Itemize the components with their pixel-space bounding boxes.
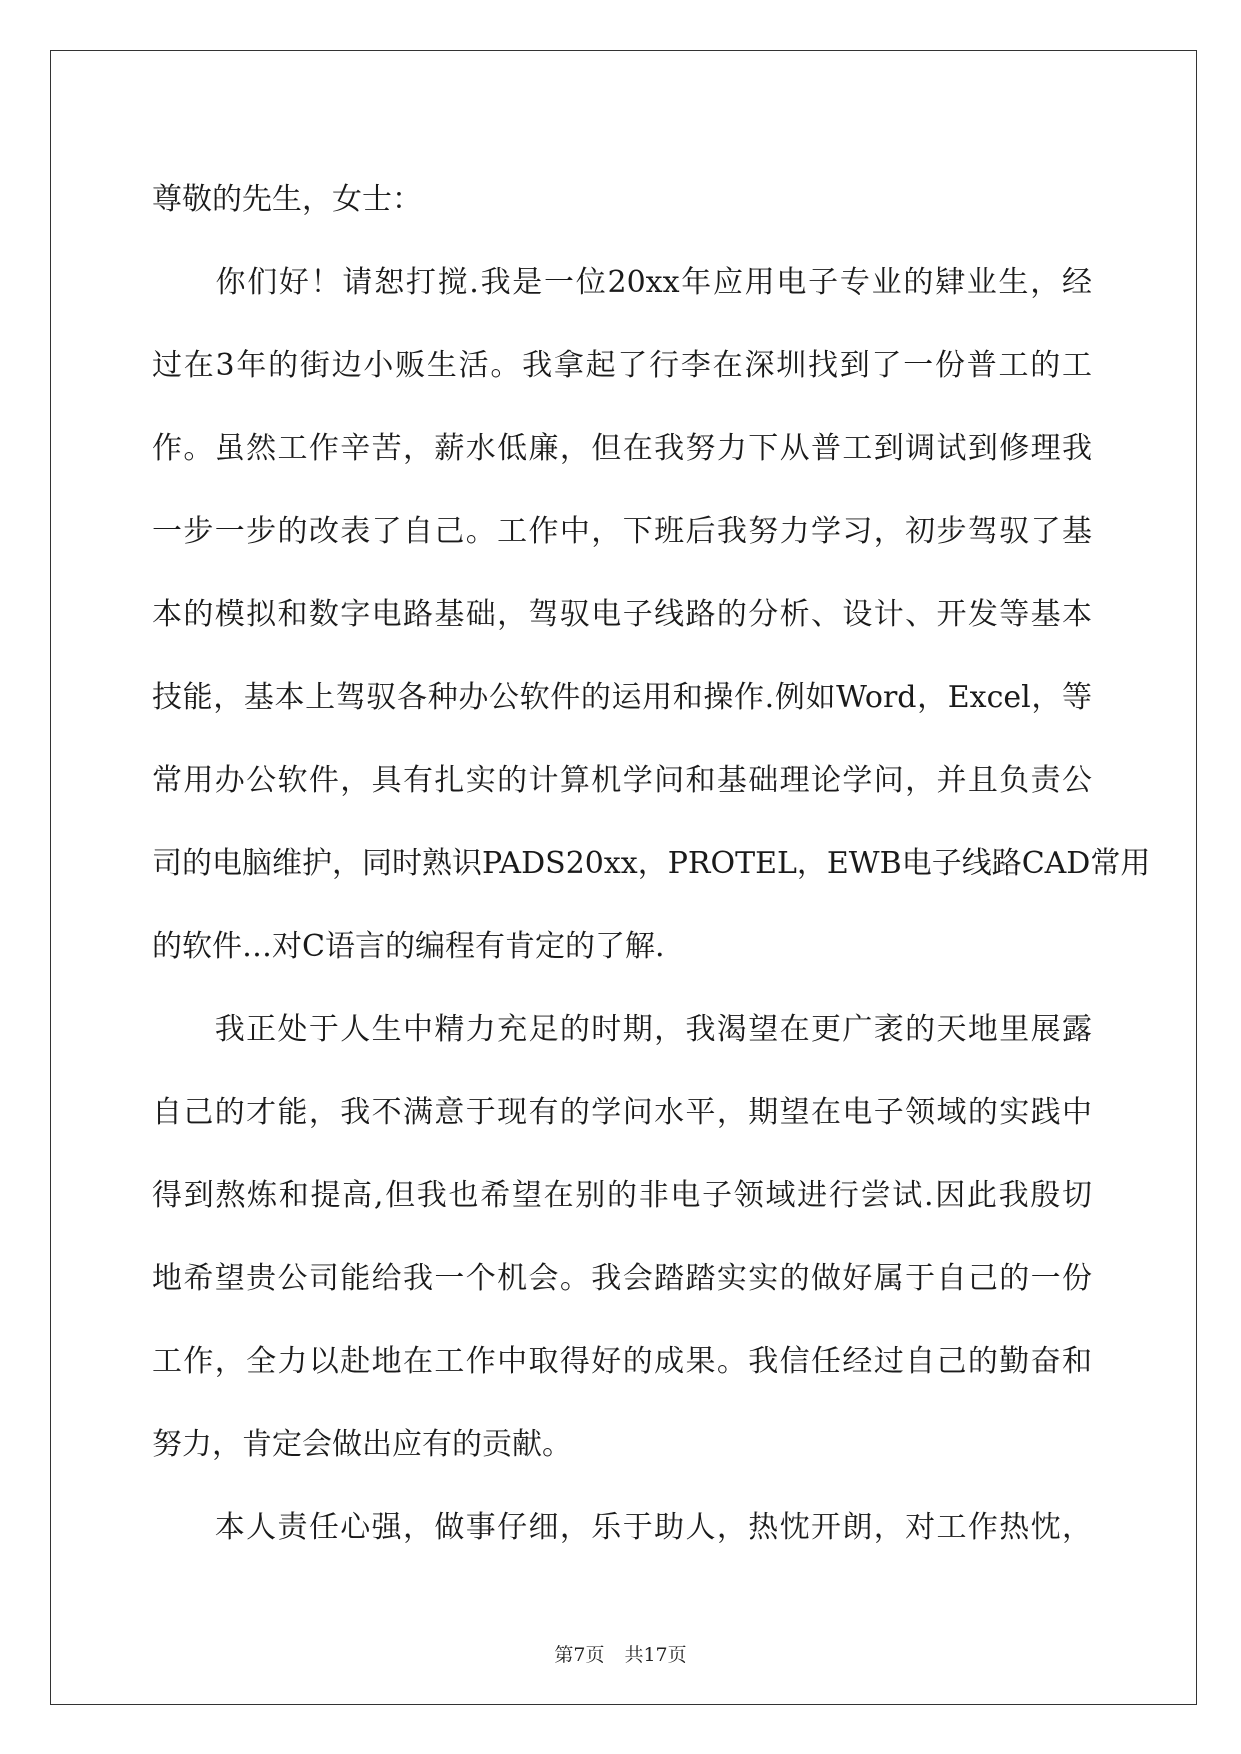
paragraph-line: 司的电脑维护，同时熟识PADS20xx，PROTEL，EWB电子线路CAD常用 <box>152 846 1151 881</box>
paragraph-line: 地希望贵公司能给我一个机会。我会踏踏实实的做好属于自己的一份 <box>152 1261 1092 1296</box>
paragraph-line: 本人责任心强，做事仔细，乐于助人，热忱开朗，对工作热忱， <box>152 1510 1092 1545</box>
paragraph-line: 作。虽然工作辛苦，薪水低廉，但在我努力下从普工到调试到修理我 <box>152 431 1092 466</box>
paragraph-line: 自己的才能，我不满意于现有的学问水平，期望在电子领域的实践中 <box>152 1095 1092 1130</box>
paragraph-1 <box>152 241 1151 988</box>
document-body <box>152 158 1151 1569</box>
paragraph-line: 你们好！请恕打搅.我是一位20xx年应用电子专业的肄业生，经 <box>152 265 1092 300</box>
paragraph-3 <box>152 1486 1092 1569</box>
paragraph-line: 得到熬炼和提高,但我也希望在别的非电子领域进行尝试.因此我殷切 <box>152 1178 1092 1213</box>
paragraph-line: 过在3年的街边小贩生活。我拿起了行李在深圳找到了一份普工的工 <box>152 348 1092 383</box>
paragraph-2 <box>152 988 1092 1486</box>
paragraph-line: 本的模拟和数字电路基础，驾驭电子线路的分析、设计、开发等基本 <box>152 597 1092 632</box>
paragraph-line: 我正处于人生中精力充足的时期，我渴望在更广袤的天地里展露 <box>152 1012 1092 1047</box>
salutation: 尊敬的先生，女士： <box>152 182 422 217</box>
paragraph-line: 技能，基本上驾驭各种办公软件的运用和操作.例如Word，Excel，等 <box>152 680 1092 715</box>
paragraph-line: 努力，肯定会做出应有的贡献。 <box>152 1427 572 1462</box>
page-footer <box>0 1640 1241 1667</box>
paragraph-line: 一步一步的改表了自己。工作中，下班后我努力学习，初步驾驭了基 <box>152 514 1092 549</box>
paragraph-line: 工作，全力以赴地在工作中取得好的成果。我信任经过自己的勤奋和 <box>152 1344 1092 1379</box>
paragraph-line: 常用办公软件，具有扎实的计算机学问和基础理论学问，并且负责公 <box>152 763 1092 798</box>
page-total: 共17页 <box>624 1644 687 1666</box>
page-number: 第7页 <box>554 1644 605 1666</box>
paragraph-line: 的软件…对C语言的编程有肯定的了解. <box>152 929 665 964</box>
